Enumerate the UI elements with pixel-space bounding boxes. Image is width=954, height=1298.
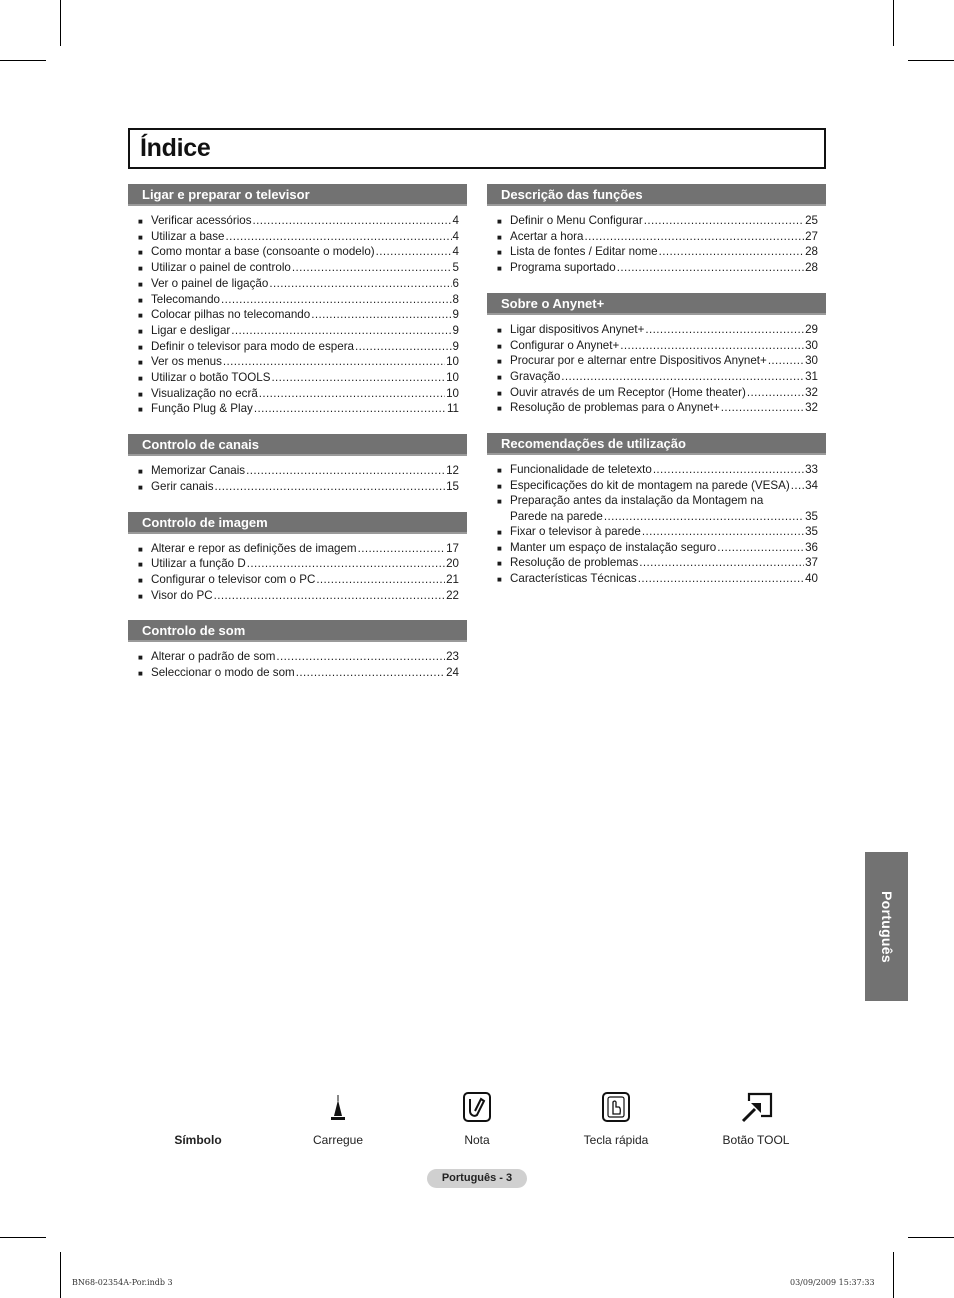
toc-entry-page: 4	[452, 229, 459, 243]
bullet-square-icon: ■	[138, 653, 143, 663]
toc-entry-page: 8	[452, 292, 459, 306]
dot-leader	[639, 556, 804, 571]
dot-leader	[254, 402, 446, 417]
bullet-square-icon: ■	[497, 232, 502, 242]
bullet-square-icon: ■	[497, 543, 502, 553]
toc-entry-page: 32	[805, 385, 818, 399]
tool-button-icon	[696, 1085, 816, 1123]
toc-entry-title: Funcionalidade de teletexto	[510, 463, 652, 477]
toc-entry-page: 28	[805, 245, 818, 259]
bullet-square-icon: ■	[497, 481, 502, 491]
dot-leader	[747, 386, 804, 401]
toc-entry[interactable]	[497, 463, 818, 479]
toc-entry-title: Lista de fontes / Editar nome	[510, 245, 658, 259]
toc-entry-title: Manter um espaço de instalação seguro	[510, 540, 717, 554]
toc-entry-page: 22	[446, 588, 459, 602]
bullet-square-icon: ■	[138, 232, 143, 242]
toc-section	[487, 293, 826, 423]
dot-leader	[604, 510, 804, 525]
toc-entry-title: Resolução de problemas	[510, 556, 639, 570]
toc-section	[487, 433, 826, 594]
bullet-square-icon: ■	[138, 311, 143, 321]
toc-section	[128, 512, 467, 611]
toc-entry-page: 5	[452, 261, 459, 275]
toc-entry[interactable]	[497, 541, 818, 557]
dot-leader	[223, 355, 445, 370]
crop-mark	[0, 1237, 46, 1238]
toc-entry[interactable]	[497, 386, 818, 402]
dot-leader	[768, 354, 804, 369]
bullet-square-icon: ■	[138, 264, 143, 274]
bullet-square-icon: ■	[497, 357, 502, 367]
toc-entry-title: Fixar o televisor à parede	[510, 524, 641, 538]
symbol-press: Carregue	[278, 1085, 398, 1147]
toc-entry[interactable]	[138, 371, 459, 387]
bullet-square-icon: ■	[497, 217, 502, 226]
toc-entry-page: 4	[452, 214, 459, 227]
bullet-square-icon: ■	[497, 264, 502, 274]
toc-entry-page: 28	[805, 261, 818, 275]
toc-entry-page: 10	[446, 386, 459, 400]
press-icon	[278, 1085, 398, 1123]
toc-entry-title: Definir o televisor para modo de espera	[151, 339, 354, 353]
bullet-square-icon: ■	[138, 575, 143, 585]
toc-entry-page: 9	[452, 339, 459, 353]
bullet-square-icon: ■	[497, 325, 502, 335]
toc-entry-page: 12	[446, 464, 459, 478]
bullet-square-icon: ■	[138, 669, 143, 679]
toc-entry-title: Alterar e repor as definições de imagem	[151, 541, 357, 555]
dot-leader	[225, 230, 451, 245]
toc-entry[interactable]	[497, 214, 818, 230]
toc-entry[interactable]	[138, 650, 459, 666]
toc-entry[interactable]	[138, 261, 459, 277]
crop-mark	[60, 0, 61, 46]
toc-entry-title: Ligar dispositivos Anynet+	[510, 322, 645, 336]
toc-entry-page: 30	[805, 354, 818, 368]
toc-entry-title: Alterar o padrão de som	[151, 650, 276, 664]
toc-entry[interactable]	[497, 261, 818, 277]
toc-section	[487, 184, 826, 283]
toc-entry-page: 24	[446, 666, 459, 680]
toc-entry-page: 32	[805, 401, 818, 415]
bullet-square-icon: ■	[497, 372, 502, 382]
bullet-square-icon: ■	[138, 405, 143, 415]
dot-leader	[642, 525, 804, 540]
toc-entry-page: 35	[805, 524, 818, 538]
toc-entry-page: 20	[446, 557, 459, 571]
dot-leader	[296, 666, 445, 681]
section-header: Controlo de som	[128, 620, 467, 642]
dot-leader	[645, 323, 804, 338]
dot-leader	[791, 479, 804, 494]
toc-entry-title: Seleccionar o modo de som	[151, 666, 295, 680]
toc-entry[interactable]	[138, 464, 459, 480]
toc-entry-title: Gerir canais	[151, 479, 214, 493]
bullet-square-icon: ■	[138, 389, 143, 399]
bullet-square-icon: ■	[497, 559, 502, 569]
dot-leader	[246, 464, 445, 479]
bullet-square-icon: ■	[138, 248, 143, 258]
toc-entry[interactable]	[138, 324, 459, 340]
toc-entry-page: 10	[446, 355, 459, 369]
toc-entry[interactable]	[138, 557, 459, 573]
toc-entry-title: Preparação antes da instalação da Montagem na	[510, 494, 764, 508]
toc-entry-page: 9	[452, 323, 459, 337]
toc-entry-title: Configurar o Anynet+	[510, 338, 620, 352]
toc-entry-title: Utilizar a função D	[151, 557, 246, 571]
toc-entry[interactable]	[138, 277, 459, 293]
one-touch-icon	[556, 1085, 676, 1123]
toc-list	[128, 206, 467, 424]
toc-list	[128, 642, 467, 687]
toc-entry[interactable]	[138, 589, 459, 605]
symbol-legend-title: Símbolo	[174, 1133, 222, 1147]
dot-leader	[638, 572, 804, 587]
toc-entry-page: 37	[805, 556, 818, 570]
dot-leader	[311, 308, 451, 323]
note-icon	[417, 1085, 537, 1123]
bullet-square-icon: ■	[138, 279, 143, 289]
toc-entry-page: 40	[805, 571, 818, 585]
dot-leader	[644, 214, 804, 229]
language-tab-label: Português	[878, 890, 895, 963]
toc-entry-page: 4	[452, 245, 459, 259]
toc-entry[interactable]	[138, 542, 459, 558]
print-file-info: BN68-02354A-Por.indb 3	[72, 1278, 173, 1287]
dot-leader	[215, 480, 446, 495]
page-number-badge: Português - 3	[427, 1169, 527, 1188]
toc-right-column	[487, 184, 826, 604]
bullet-square-icon: ■	[497, 404, 502, 414]
dot-leader	[259, 387, 445, 402]
bullet-square-icon: ■	[138, 544, 143, 554]
symbol-one-touch: Tecla rápida	[556, 1085, 676, 1147]
toc-entry-page: 23	[446, 650, 459, 664]
crop-mark	[908, 1237, 954, 1238]
dot-leader	[584, 230, 804, 245]
toc-entry-title: Configurar o televisor com o PC	[151, 572, 316, 586]
dot-leader	[721, 401, 804, 416]
crop-mark	[0, 60, 46, 61]
toc-entry-page: 33	[805, 463, 818, 477]
toc-entry-title: Ouvir através de um Receptor (Home theater)	[510, 385, 746, 399]
toc-entry-page: 17	[446, 541, 459, 555]
dot-leader	[561, 370, 804, 385]
bullet-square-icon: ■	[138, 374, 143, 384]
toc-entry[interactable]	[138, 214, 459, 230]
dot-leader	[231, 324, 451, 339]
bullet-square-icon: ■	[138, 482, 143, 492]
toc-entry[interactable]	[497, 572, 818, 588]
crop-mark	[893, 0, 894, 46]
toc-entry[interactable]	[138, 230, 459, 246]
toc-entry[interactable]	[138, 387, 459, 403]
dot-leader	[358, 542, 446, 557]
toc-entry[interactable]	[497, 354, 818, 370]
toc-entry-page: 35	[805, 510, 818, 524]
bullet-square-icon: ■	[497, 341, 502, 351]
bullet-square-icon: ■	[138, 467, 143, 477]
toc-entry[interactable]	[497, 479, 818, 495]
toc-entry-page: 21	[446, 572, 459, 586]
toc-entry-page: 15	[446, 479, 459, 493]
bullet-square-icon: ■	[138, 326, 143, 336]
toc-entry-page: 30	[805, 338, 818, 352]
toc-entry-title: Visor do PC	[151, 588, 213, 602]
page-title: Índice	[128, 128, 826, 169]
toc-entry-page: 25	[805, 214, 818, 227]
toc-entry-title: Telecomando	[151, 292, 220, 306]
toc-entry[interactable]	[497, 339, 818, 355]
section-header: Sobre o Anynet+	[487, 293, 826, 315]
dot-leader	[617, 261, 804, 276]
toc-entry-title-continued: Parede na parede	[510, 510, 603, 524]
toc-entry-title: Verificar acessórios	[151, 214, 252, 227]
bullet-square-icon: ■	[497, 497, 502, 507]
toc-entry[interactable]	[497, 370, 818, 386]
dot-leader	[717, 541, 804, 556]
toc-entry-page: 36	[805, 540, 818, 554]
bullet-square-icon: ■	[138, 560, 143, 570]
toc-list	[487, 315, 826, 423]
dot-leader	[253, 214, 452, 229]
symbol-note: Nota	[417, 1085, 537, 1147]
toc-entry-title: Como montar a base (consoante o modelo)	[151, 245, 375, 259]
bullet-square-icon: ■	[138, 295, 143, 305]
toc-entry-title: Ver os menus	[151, 355, 222, 369]
toc-entry-title: Características Técnicas	[510, 571, 637, 585]
toc-entry[interactable]	[138, 245, 459, 261]
toc-entry-title: Procurar por e alternar entre Dispositivos Anynet+	[510, 354, 767, 368]
toc-list	[487, 455, 826, 594]
toc-entry[interactable]	[497, 245, 818, 261]
toc-entry-page: 29	[805, 322, 818, 336]
toc-entry[interactable]	[138, 340, 459, 356]
language-tab	[865, 852, 908, 1001]
toc-list	[128, 456, 467, 501]
toc-entry-title: Resolução de problemas para o Anynet+	[510, 401, 720, 415]
toc-entry-title: Utilizar o painel de controlo	[151, 261, 291, 275]
dot-leader	[269, 277, 451, 292]
toc-entry-page: 9	[452, 308, 459, 322]
dot-leader	[376, 245, 452, 260]
toc-entry-page: 10	[446, 371, 459, 385]
dot-leader	[214, 589, 445, 604]
dot-leader	[316, 573, 445, 588]
section-header: Descrição das funções	[487, 184, 826, 206]
section-header: Ligar e preparar o televisor	[128, 184, 467, 206]
dot-leader	[659, 245, 805, 260]
toc-entry-title: Visualização no ecrã	[151, 386, 258, 400]
toc-entry-title: Definir o Menu Configurar	[510, 214, 643, 227]
section-header: Controlo de canais	[128, 434, 467, 456]
toc-entry-title: Ver o painel de ligação	[151, 276, 269, 290]
toc-entry[interactable]	[497, 323, 818, 339]
dot-leader	[276, 650, 445, 665]
bullet-square-icon: ■	[497, 527, 502, 537]
toc-entry-page: 6	[452, 276, 459, 290]
crop-mark	[908, 60, 954, 61]
toc-list	[487, 206, 826, 283]
toc-entry[interactable]	[138, 573, 459, 589]
toc-entry-title: Gravação	[510, 369, 561, 383]
toc-list	[128, 534, 467, 611]
toc-entry-page: 11	[446, 402, 459, 416]
crop-mark	[893, 1252, 894, 1298]
toc-entry[interactable]	[497, 556, 818, 572]
toc-entry[interactable]	[138, 480, 459, 496]
toc-entry-continuation[interactable]	[497, 510, 818, 525]
dot-leader	[247, 557, 445, 572]
toc-entry-title: Ligar e desligar	[151, 323, 231, 337]
bullet-square-icon: ■	[138, 358, 143, 368]
toc-entry[interactable]	[497, 230, 818, 246]
section-header: Recomendações de utilização	[487, 433, 826, 455]
crop-mark	[60, 1252, 61, 1298]
toc-entry[interactable]	[138, 293, 459, 309]
toc-section	[128, 184, 467, 424]
toc-entry[interactable]	[138, 308, 459, 324]
bullet-square-icon: ■	[138, 217, 143, 226]
section-header: Controlo de imagem	[128, 512, 467, 534]
symbol-tool-button: Botão TOOL	[696, 1085, 816, 1147]
bullet-square-icon: ■	[138, 591, 143, 601]
toc-entry-title: Memorizar Canais	[151, 464, 246, 478]
dot-leader	[620, 339, 804, 354]
bullet-square-icon: ■	[497, 466, 502, 476]
toc-entry-title: Função Plug & Play	[151, 402, 253, 416]
toc-entry-title: Especificações do kit de montagem na parede (VESA)	[510, 478, 790, 492]
toc-entry-page: 34	[805, 478, 818, 492]
toc-entry[interactable]	[497, 525, 818, 541]
toc-section	[128, 620, 467, 687]
toc-entry-title: Utilizar o botão TOOLS	[151, 371, 271, 385]
toc-entry[interactable]	[138, 402, 459, 418]
dot-leader	[355, 340, 452, 355]
toc-entry-title: Colocar pilhas no telecomando	[151, 308, 311, 322]
dot-leader	[221, 293, 452, 308]
dot-leader	[653, 463, 804, 478]
bullet-square-icon: ■	[497, 248, 502, 258]
toc-entry[interactable]	[497, 494, 818, 510]
dot-leader	[271, 371, 445, 386]
toc-entry[interactable]	[497, 401, 818, 417]
bullet-square-icon: ■	[497, 574, 502, 584]
toc-entry[interactable]	[138, 666, 459, 682]
toc-entry-page: 27	[805, 229, 818, 243]
toc-entry-title: Programa suportado	[510, 261, 616, 275]
toc-entry-page: 31	[805, 369, 818, 383]
toc-entry-title: Acertar a hora	[510, 229, 584, 243]
bullet-square-icon: ■	[497, 388, 502, 398]
toc-section	[128, 434, 467, 501]
dot-leader	[292, 261, 452, 276]
bullet-square-icon: ■	[138, 342, 143, 352]
toc-entry-title: Utilizar a base	[151, 229, 225, 243]
toc-entry[interactable]	[138, 355, 459, 371]
print-date-info: 03/09/2009 15:37:33	[790, 1278, 875, 1287]
toc-left-column	[128, 184, 467, 698]
symbol-legend	[0, 1085, 954, 1155]
